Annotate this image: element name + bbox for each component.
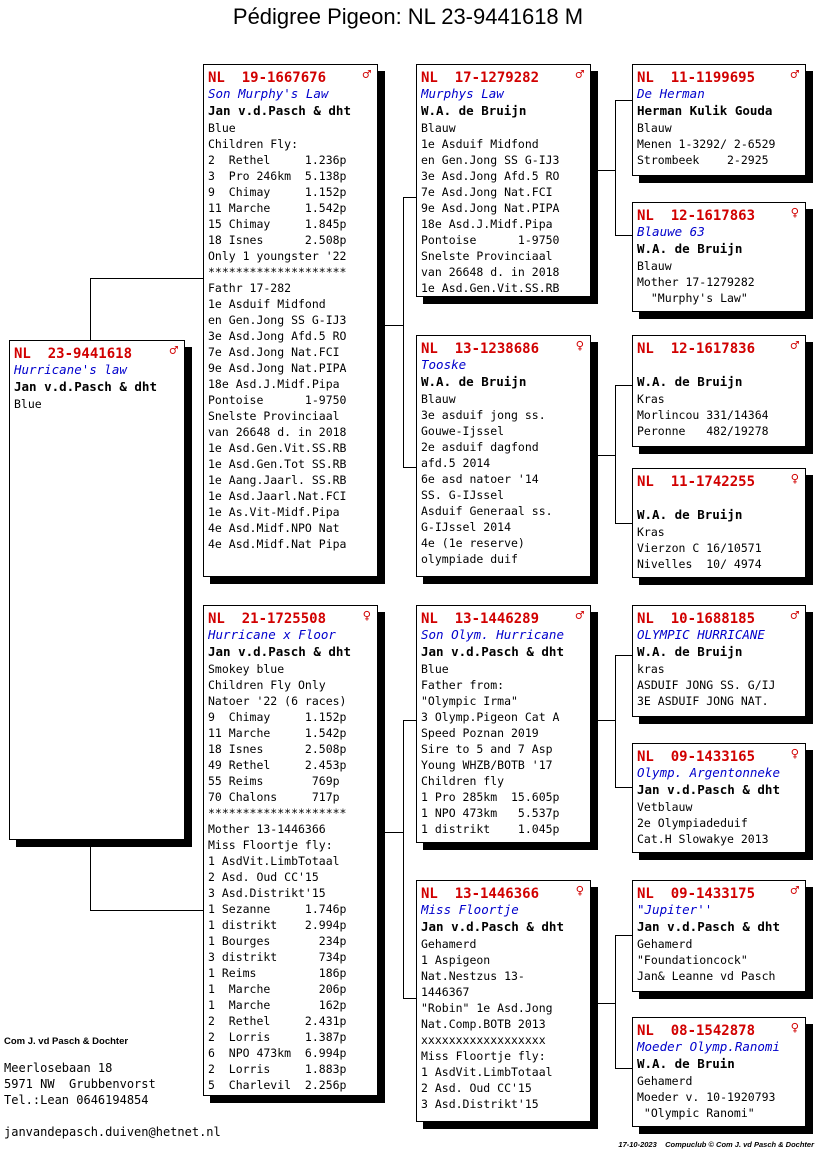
ring-number: NL 09-1433165 [637, 749, 756, 765]
pigeon-name [637, 357, 801, 373]
detail-line: Kras [637, 392, 665, 406]
detail-line: G-IJssel 2014 [421, 520, 512, 534]
detail-line: 1e Aang.Jaarl. SS.RB [208, 473, 347, 487]
detail-line: 1 distrikt 1.045p [421, 822, 560, 836]
sex-icon: ♂ [575, 608, 584, 624]
detail-line: Peronne 482/19278 [637, 424, 769, 438]
detail-line: 2 Lorris 1.387p [208, 1030, 347, 1044]
pigeon-name: Hurricane x Floor [208, 627, 336, 642]
ring-number: NL 13-1446366 [421, 886, 540, 902]
breeder: Jan v.d.Pasch & dht [14, 379, 157, 394]
detail-line: Father from: [421, 678, 505, 692]
breeder: W.A. de Bruin [637, 1056, 735, 1071]
detail-line: Gehamerd [637, 1074, 693, 1088]
sex-icon: ♀ [362, 608, 371, 624]
connector [403, 467, 417, 468]
details [637, 391, 801, 439]
connector [90, 840, 91, 910]
breeder: W.A. de Bruijn [637, 507, 743, 522]
details [637, 1073, 801, 1121]
pigeon-card-fm [416, 335, 591, 577]
detail-line: Speed Poznan 2019 [421, 726, 539, 740]
owner-address: Meerlosebaan 18 [4, 1061, 113, 1075]
detail-line: Nat.Comp.BOTB 2013 [421, 1017, 546, 1031]
detail-line: Nivelles 10/ 4974 [637, 557, 762, 571]
connector [615, 935, 633, 936]
detail-line: ASDUIF JONG SS. G/IJ [637, 678, 776, 692]
detail-line: 18e Asd.J.Midf.Pipa [421, 217, 553, 231]
connector [591, 720, 615, 721]
detail-line: 6 NPO 473km 6.994p [208, 1046, 347, 1060]
detail-line: 1e Asd.Gen.Vit.SS.RB [421, 281, 560, 295]
detail-line: 9e Asd.Jong Nat.PIPA [208, 361, 347, 375]
detail-line: 3E ASDUIF JONG NAT. [637, 694, 769, 708]
detail-line: 2e asduif dagfond [421, 440, 539, 454]
detail-line: 18 Isnes 2.508p [208, 233, 347, 247]
pigeon-name: Hurricane's law [14, 362, 127, 377]
detail-line: "Olympic Ranomi" [637, 1106, 755, 1120]
detail-line: Blue [14, 397, 42, 411]
connector [591, 455, 615, 456]
details [421, 661, 586, 837]
detail-line: 2 Rethel 1.236p [208, 153, 347, 167]
detail-line: 11 Marche 1.542p [208, 726, 347, 740]
detail-line: 1e As.Vit-Midf.Pipa [208, 505, 340, 519]
pigeon-name: OLYMPIC HURRICANE [637, 627, 765, 642]
detail-line: Pontoise 1-9750 [208, 393, 347, 407]
detail-line: Mother 13-1446366 [208, 822, 326, 836]
pigeon-name: Moeder Olymp.Ranomi [637, 1039, 780, 1054]
connector [90, 910, 204, 911]
page-title: Pédigree Pigeon: NL 23-9441618 M [232, 4, 584, 29]
detail-line: 1e Asduif Midfond [421, 137, 539, 151]
detail-line: Snelste Provinciaal [208, 409, 340, 423]
sex-icon: ♀ [790, 1020, 799, 1036]
detail-line: afd.5 2014 [421, 456, 491, 470]
detail-line: 1 AsdVit.LimbTotaal [208, 854, 340, 868]
connector [378, 832, 403, 833]
pigeon-name: Son Murphy's Law [208, 86, 329, 101]
ring-number: NL 12-1617863 [637, 208, 756, 224]
owner-name: Com J. vd Pasch & Dochter [4, 1036, 129, 1047]
connector [615, 1068, 633, 1069]
detail-line: Gehamerd [637, 937, 693, 951]
breeder: Jan v.d.Pasch & dht [637, 919, 780, 934]
ring-number: NL 08-1542878 [637, 1023, 756, 1039]
detail-line: Smokey blue [208, 662, 285, 676]
detail-line: en Gen.Jong SS G-IJ3 [208, 313, 347, 327]
detail-line: Cat.H Slowakye 2013 [637, 832, 769, 846]
pigeon-card-mff [632, 605, 806, 717]
detail-line: xxxxxxxxxxxxxxxxxx [421, 1033, 546, 1047]
detail-line: "Robin" 1e Asd.Jong [421, 1001, 553, 1015]
detail-line: 2 Rethel 2.431p [208, 1014, 347, 1028]
detail-line: Asduif Generaal ss. [421, 504, 553, 518]
breeder: W.A. de Bruijn [637, 644, 743, 659]
pigeon-name [637, 490, 801, 506]
detail-line: Morlincou 331/14364 [637, 408, 769, 422]
pigeon-card-fmf [632, 335, 806, 447]
detail-line: "Foundationcock" [637, 953, 748, 967]
detail-line: 4e (1e reserve) [421, 536, 525, 550]
detail-line: Moeder v. 10-1920793 [637, 1090, 776, 1104]
detail-line: Blauw [637, 121, 672, 135]
ring-number: NL 11-1742255 [637, 474, 756, 490]
ring-number: NL 17-1279282 [421, 70, 540, 86]
sex-icon: ♂ [790, 608, 799, 624]
detail-line: Blue [421, 662, 449, 676]
ring-number: NL 09-1433175 [637, 886, 756, 902]
ring-number: NL 13-1446289 [421, 611, 540, 627]
details [14, 396, 180, 412]
detail-line: 3 Asd.Distrikt'15 [421, 1097, 539, 1111]
pigeon-name: Son Olym. Hurricane [421, 627, 564, 642]
detail-line: 1 Sezanne 1.746p [208, 902, 347, 916]
connector [591, 170, 615, 171]
details [637, 120, 801, 168]
pigeon-card-father [203, 64, 378, 577]
detail-line: 2 Asd. Oud CC'15 [208, 870, 319, 884]
connector [615, 523, 633, 524]
detail-line: 1 Pro 285km 15.605p [421, 790, 560, 804]
pigeon-name: Blauwe 63 [637, 224, 705, 239]
detail-line: SS. G-IJssel [421, 488, 505, 502]
sex-icon: ♀ [575, 338, 584, 354]
detail-line: Young WHZB/BOTB '17 [421, 758, 553, 772]
details [421, 936, 586, 1112]
breeder: W.A. de Bruijn [637, 241, 743, 256]
pigeon-card-mother [203, 605, 378, 1096]
connector [615, 385, 616, 523]
detail-line: Blue [208, 121, 236, 135]
details [637, 258, 801, 306]
detail-line: Blauw [421, 121, 456, 135]
connector [403, 998, 417, 999]
detail-line: 5 Charlevil 2.256p [208, 1078, 347, 1092]
ring-number: NL 21-1725508 [208, 611, 327, 627]
connector [615, 385, 633, 386]
detail-line: Snelste Provinciaal [421, 249, 553, 263]
sex-icon: ♂ [790, 67, 799, 83]
connector [90, 278, 91, 340]
owner-phone: Tel.:Lean 0646194854 [4, 1093, 149, 1107]
connector [615, 100, 616, 235]
detail-line: 9 Chimay 1.152p [208, 185, 347, 199]
detail-line: 9 Chimay 1.152p [208, 710, 347, 724]
detail-line: 3e asduif jong ss. [421, 408, 546, 422]
detail-line: Vierzon C 16/10571 [637, 541, 762, 555]
ring-number: NL 10-1688185 [637, 611, 756, 627]
connector [615, 787, 633, 788]
detail-line: 9e Asd.Jong Nat.PIPA [421, 201, 560, 215]
breeder: Herman Kulik Gouda [637, 103, 773, 118]
breeder: Jan v.d.Pasch & dht [208, 644, 351, 659]
detail-line: 7e Asd.Jong Nat.FCI [208, 345, 340, 359]
pigeon-name: Murphys Law [421, 86, 504, 101]
detail-line: 18e Asd.J.Midf.Pipa [208, 377, 340, 391]
connector [378, 325, 403, 326]
sex-icon: ♂ [790, 338, 799, 354]
detail-line: Blauw [637, 259, 672, 273]
pigeon-name: De Herman [637, 86, 705, 101]
detail-line: 18 Isnes 2.508p [208, 742, 347, 756]
detail-line: Mother 17-1279282 [637, 275, 755, 289]
detail-line: 4e Asd.Midf.NPO Nat [208, 521, 340, 535]
detail-line: 3e Asd.Jong Afd.5 RO [208, 329, 347, 343]
sex-icon: ♂ [790, 883, 799, 899]
breeder: Jan v.d.Pasch & dht [208, 103, 351, 118]
detail-line: 3 Pro 246km 5.138p [208, 169, 347, 183]
connector [615, 655, 616, 787]
pigeon-card-ff [416, 64, 591, 297]
pigeon-name: "Jupiter'' [637, 902, 713, 917]
detail-line: 1 Reims 186p [208, 966, 347, 980]
detail-line: 1e Asd.Gen.Tot SS.RB [208, 457, 347, 471]
pigeon-name: Olymp. Argentonneke [637, 765, 780, 780]
owner-email: janvandepasch.duiven@hetnet.nl [4, 1125, 221, 1139]
ring-number: NL 13-1238686 [421, 341, 540, 357]
detail-line: kras [637, 662, 665, 676]
footer: 17-10-2023 Compuclub © Com J. vd Pasch & Dochter [618, 1140, 814, 1149]
detail-line: "Olympic Irma" [421, 694, 518, 708]
detail-line: Fathr 17-282 [208, 281, 292, 295]
pigeon-card-mfm [632, 743, 806, 853]
detail-line: "Murphy's Law" [637, 291, 748, 305]
pigeon-card-ffm [632, 202, 806, 312]
breeder: Jan v.d.Pasch & dht [637, 782, 780, 797]
details [421, 391, 586, 567]
ring-number: NL 12-1617836 [637, 341, 756, 357]
details [421, 120, 586, 296]
details [637, 524, 801, 572]
detail-line: 1e Asd.Gen.Vit.SS.RB [208, 441, 347, 455]
detail-line: 49 Rethel 2.453p [208, 758, 347, 772]
detail-line: Kras [637, 525, 665, 539]
breeder: W.A. de Bruijn [421, 374, 527, 389]
pigeon-name: Miss Floortje [421, 902, 519, 917]
detail-line: Nat.Nestzus 13- [421, 969, 525, 983]
detail-line: 1e Asd.Jaarl.Nat.FCI [208, 489, 347, 503]
details [208, 661, 373, 1093]
pigeon-card-mm [416, 880, 591, 1122]
sex-icon: ♀ [790, 471, 799, 487]
detail-line: olympiade duif [421, 552, 518, 566]
connector [591, 1003, 615, 1004]
detail-line: Gehamerd [421, 937, 477, 951]
ring-number: NL 23-9441618 [14, 346, 133, 362]
detail-line: Gouwe-Ijssel [421, 424, 505, 438]
connector [615, 935, 616, 1068]
detail-line: Children Fly Only [208, 678, 326, 692]
detail-line: Vetblauw [637, 800, 693, 814]
detail-line: en Gen.Jong SS G-IJ3 [421, 153, 560, 167]
pigeon-card-mf [416, 605, 591, 843]
detail-line: 1 Bourges 234p [208, 934, 347, 948]
detail-line: 1 Marche 206p [208, 982, 347, 996]
detail-line: 55 Reims 769p [208, 774, 340, 788]
detail-line: 7e Asd.Jong Nat.FCI [421, 185, 553, 199]
connector [615, 655, 633, 656]
sex-icon: ♀ [575, 883, 584, 899]
detail-line: Children fly [421, 774, 505, 788]
detail-line: 6e asd natoer '14 [421, 472, 539, 486]
detail-line: 2 Lorris 1.883p [208, 1062, 347, 1076]
detail-line: 3 Olymp.Pigeon Cat A [421, 710, 560, 724]
detail-line: ******************** [208, 806, 347, 820]
detail-line: 3 Asd.Distrikt'15 [208, 886, 326, 900]
detail-line: 1 distrikt 2.994p [208, 918, 347, 932]
detail-line: Strombeek 2-2925 [637, 153, 769, 167]
connector [90, 278, 204, 279]
sex-icon: ♀ [790, 746, 799, 762]
pigeon-card-main [9, 340, 185, 840]
detail-line: Natoer '22 (6 races) [208, 694, 347, 708]
sex-icon: ♂ [362, 67, 371, 83]
pigeon-card-mmm [632, 1017, 806, 1127]
detail-line: Menen 1-3292/ 2-6529 [637, 137, 776, 151]
breeder: W.A. de Bruijn [637, 374, 743, 389]
detail-line: 15 Chimay 1.845p [208, 217, 347, 231]
detail-line: 3 distrikt 734p [208, 950, 347, 964]
detail-line: Sire to 5 and 7 Asp [421, 742, 553, 756]
pigeon-name: Tooske [421, 357, 467, 372]
breeder: W.A. de Bruijn [421, 103, 527, 118]
detail-line: 2e Olympiadeduif [637, 816, 748, 830]
connector [403, 720, 417, 721]
connector [403, 720, 404, 998]
connector [615, 235, 633, 236]
detail-line: 4e Asd.Midf.Nat Pipa [208, 537, 347, 551]
detail-line: 1 Marche 162p [208, 998, 347, 1012]
detail-line: Miss Floortje fly: [208, 838, 333, 852]
detail-line: 1 Aspigeon [421, 953, 491, 967]
detail-line: 2 Asd. Oud CC'15 [421, 1081, 532, 1095]
detail-line: 3e Asd.Jong Afd.5 RO [421, 169, 560, 183]
detail-line: Jan& Leanne vd Pasch [637, 969, 776, 983]
sex-icon: ♂ [575, 67, 584, 83]
ring-number: NL 11-1199695 [637, 70, 756, 86]
details [637, 661, 801, 709]
breeder: Jan v.d.Pasch & dht [421, 644, 564, 659]
connector [403, 197, 404, 467]
sex-icon: ♂ [169, 343, 178, 359]
detail-line: Pontoise 1-9750 [421, 233, 560, 247]
detail-line: 1 NPO 473km 5.537p [421, 806, 560, 820]
details [208, 120, 373, 552]
detail-line: ******************** [208, 265, 347, 279]
detail-line: 70 Chalons 717p [208, 790, 340, 804]
connector [403, 197, 417, 198]
detail-line: 11 Marche 1.542p [208, 201, 347, 215]
sex-icon: ♀ [790, 205, 799, 221]
pigeon-card-fff [632, 64, 806, 176]
details [637, 799, 801, 847]
detail-line: Miss Floortje fly: [421, 1049, 546, 1063]
breeder: Jan v.d.Pasch & dht [421, 919, 564, 934]
detail-line: Blauw [421, 392, 456, 406]
detail-line: 1446367 [421, 985, 470, 999]
ring-number: NL 19-1667676 [208, 70, 327, 86]
detail-line: van 26648 d. in 2018 [421, 265, 560, 279]
detail-line: Children Fly: [208, 137, 299, 151]
owner-postcode: 5971 NW Grubbenvorst [4, 1077, 156, 1091]
details [637, 936, 801, 984]
pigeon-card-fmm [632, 468, 806, 578]
detail-line: 1e Asduif Midfond [208, 297, 326, 311]
detail-line: van 26648 d. in 2018 [208, 425, 347, 439]
detail-line: 1 AsdVit.LimbTotaal [421, 1065, 553, 1079]
pigeon-card-mmf [632, 880, 806, 992]
connector [615, 100, 633, 101]
detail-line: Only 1 youngster '22 [208, 249, 347, 263]
